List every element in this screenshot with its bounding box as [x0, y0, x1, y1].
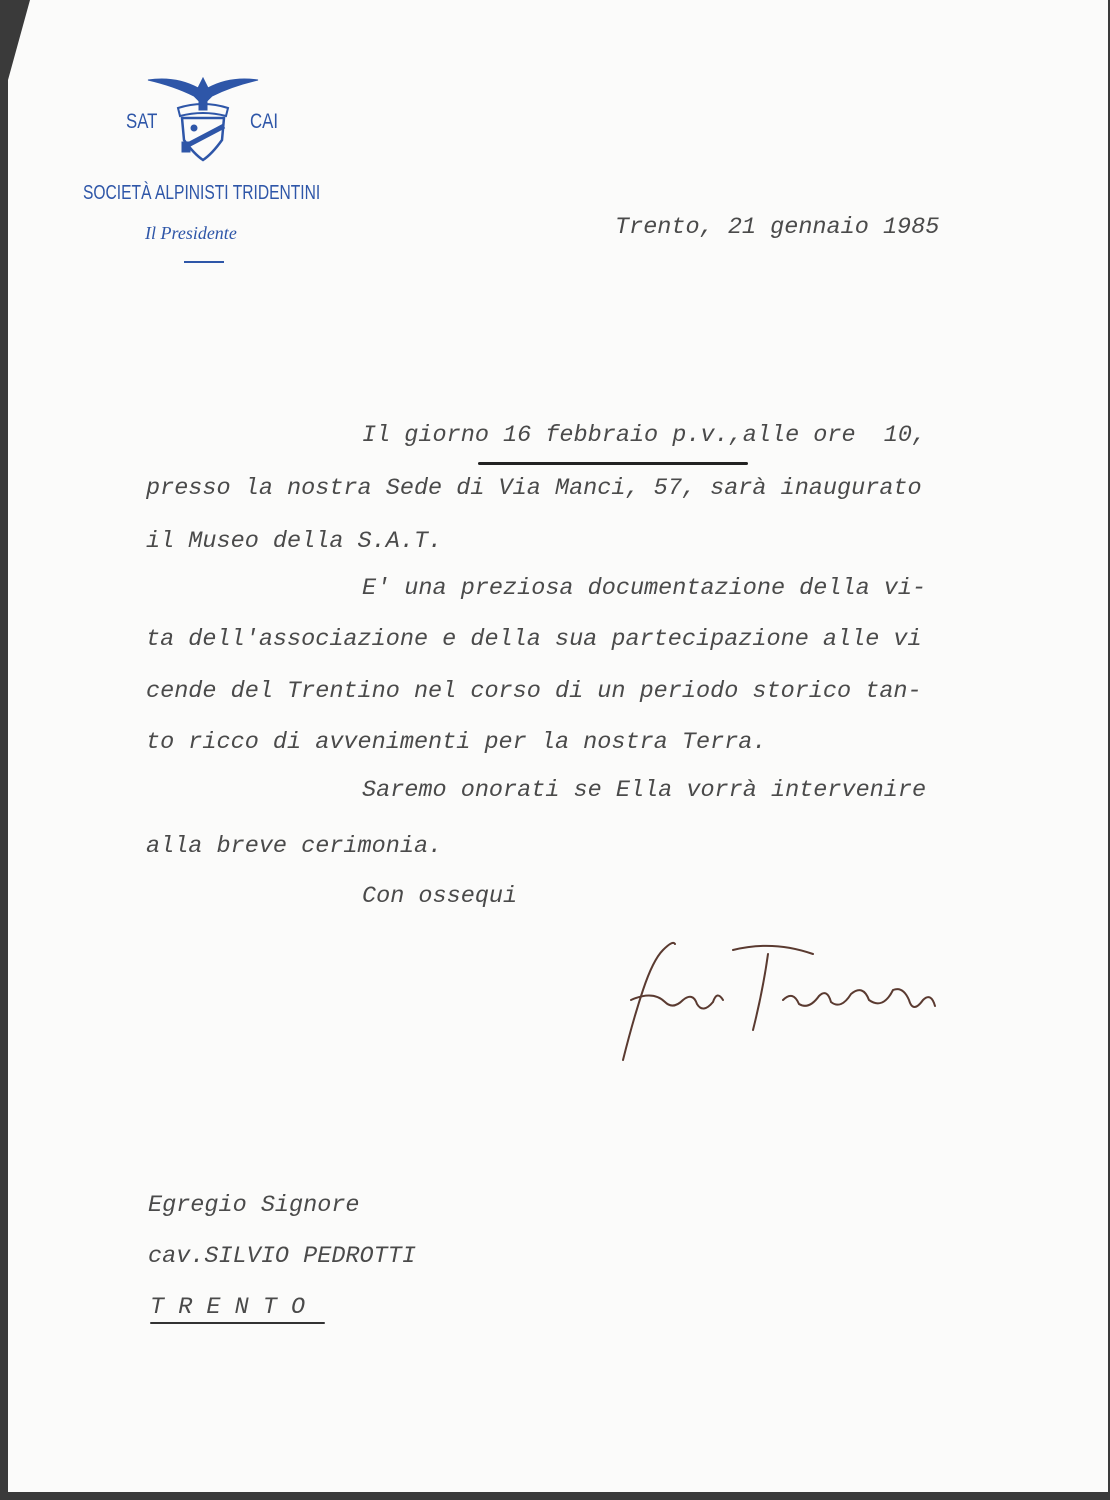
body-line: E' una preziosa documentazione della vi- [362, 575, 927, 602]
body-line: cende del Trentino nel corso di un periodo storico tan- [146, 678, 922, 705]
body-line: ta dell'associazione e della sua partecipazione alle vi [146, 626, 922, 653]
letterhead-rule [184, 261, 224, 263]
city-underline [150, 1322, 325, 1324]
president-title: Il Presidente [145, 223, 237, 243]
body-line: alla breve cerimonia. [146, 833, 443, 860]
date-line: Trento, 21 gennaio 1985 [615, 214, 940, 241]
recipient-salutation: Egregio Signore [148, 1192, 360, 1219]
body-line: Il giorno 16 febbraio p.v.,alle ore 10, [362, 422, 927, 449]
recipient-city: T R E N T O [150, 1294, 306, 1321]
body-line: to ricco di avvenimenti per la nostra Terra. [146, 729, 767, 756]
closing: Con ossequi [362, 883, 518, 910]
body-line: Saremo onorati se Ella vorrà intervenire [362, 777, 927, 804]
sat-emblem-logo [146, 74, 260, 164]
handwritten-underline [478, 462, 748, 465]
sat-mark: SAT [126, 110, 158, 133]
letter-page [8, 0, 1108, 1492]
body-line: presso la nostra Sede di Via Manci, 57, sarà inaugurato [146, 475, 922, 502]
recipient-name: cav.SILVIO PEDROTTI [148, 1243, 416, 1270]
signature [613, 930, 943, 1070]
body-line: il Museo della S.A.T. [146, 528, 443, 555]
cai-mark: CAI [250, 110, 279, 133]
folded-corner [8, 0, 30, 80]
organization-name: SOCIETÀ ALPINISTI TRIDENTINI [83, 182, 321, 204]
